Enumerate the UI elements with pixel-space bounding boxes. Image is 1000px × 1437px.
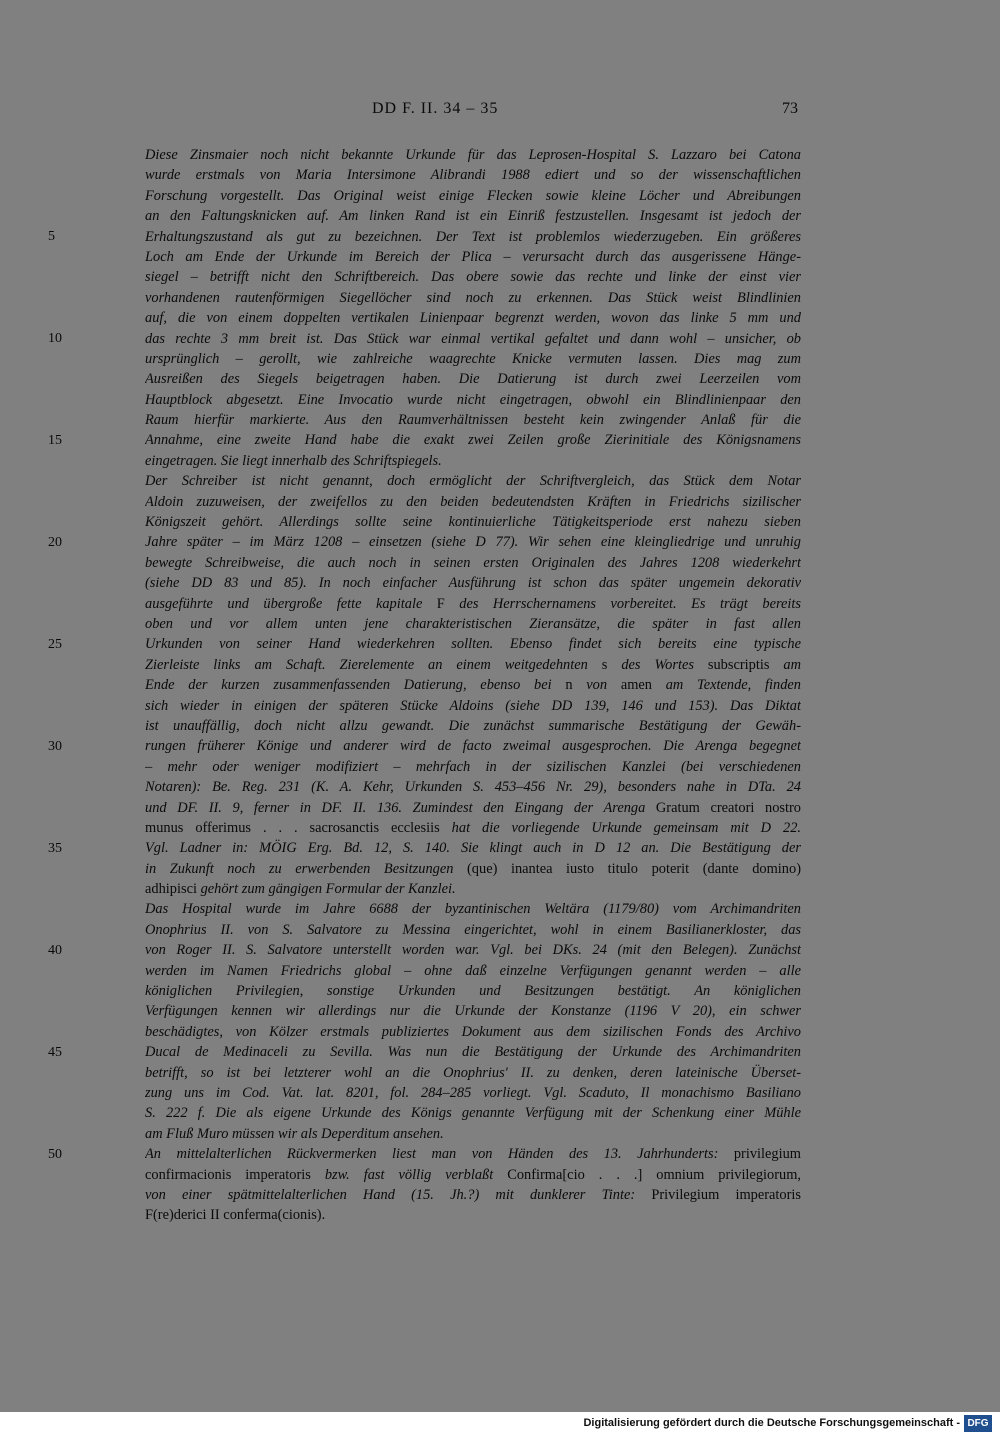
footer-bar xyxy=(0,1412,1000,1437)
running-head: DD F. II. 34 – 35 xyxy=(372,100,499,117)
text-line xyxy=(145,777,801,797)
text-line xyxy=(145,1083,801,1103)
text-segment: Hauptblock abgesetzt. Eine Invocatio wurde nicht eingetragen, obwohl ein Blindlinienpaar den xyxy=(145,391,801,408)
text-line xyxy=(145,267,801,287)
text-line xyxy=(145,1063,801,1083)
text-segment: werden im Namen Friedrichs global – ohne daß einzelne Verfügungen genannt werden – alle xyxy=(145,962,801,979)
text-line xyxy=(145,614,801,634)
text-line xyxy=(145,145,801,165)
text-segment: auf, die von einem doppelten vertikalen Linienpaar begrenzt werden, wovon das linke 5 mm und xyxy=(145,310,801,327)
text-segment: S. 222 f. Die als eigene Urkunde des Königs genannte Verfügung mit der Schenkung einer Mühle xyxy=(145,1105,801,1122)
text-segment: am Textende, finden xyxy=(651,677,801,694)
text-segment: – mehr oder weniger modifiziert – mehrfach in der sizilischen Kanzlei (bei verschiedenen xyxy=(145,758,801,775)
quoted-latin-text: F(re)derici II conferma(cionis). xyxy=(145,1207,326,1224)
line-number: 30 xyxy=(48,738,62,754)
text-line xyxy=(145,410,801,430)
text-line xyxy=(145,1124,801,1144)
line-number: 20 xyxy=(48,534,62,550)
text-line xyxy=(145,594,801,614)
text-line xyxy=(145,329,801,349)
commentary-text xyxy=(145,145,801,1226)
text-line xyxy=(145,573,801,593)
text-line xyxy=(145,675,801,695)
text-line xyxy=(145,736,801,756)
text-segment: eingetragen. Sie liegt innerhalb des Schriftspiegels. xyxy=(145,452,442,469)
text-segment: Der Schreiber ist nicht genannt, doch ermöglicht der Schriftvergleich, das Stück dem Notar xyxy=(145,473,801,490)
text-line xyxy=(145,920,801,940)
text-segment: Diese Zinsmaier noch nicht bekannte Urkunde für das Leprosen-Hospital S. Lazzaro bei Catona xyxy=(145,147,801,163)
text-line xyxy=(145,940,801,960)
text-segment: Loch am Ende der Urkunde im Bereich der Plica – verursacht durch das ausgerissene Hänge- xyxy=(145,248,801,265)
text-line xyxy=(145,532,801,552)
quoted-latin-text: Gratum creatori nostro xyxy=(655,799,801,816)
text-segment: Notaren): Be. Reg. 231 (K. A. Kehr, Urkunden S. 453–456 Nr. 29), besonders nahe in DTa. 24 xyxy=(145,779,801,796)
text-segment: bzw. fast völlig verblaßt xyxy=(310,1166,508,1183)
text-line xyxy=(145,757,801,777)
text-line xyxy=(145,471,801,491)
text-segment: am xyxy=(769,656,801,673)
text-segment: Urkunden von seiner Hand wiederkehren sollten. Ebenso findet sich bereits eine typische xyxy=(145,636,801,653)
quoted-latin-text: subscriptis xyxy=(707,656,770,673)
text-segment: rungen früherer Könige und anderer wird de facto zweimal ausgesprochen. Die Arenga begegnet xyxy=(145,738,801,755)
text-line xyxy=(145,1185,801,1205)
quoted-latin-text: F xyxy=(436,595,445,612)
text-segment: (siehe DD 83 und 85). In noch einfacher Ausführung ist schon das später ungemein dekorativ xyxy=(145,575,801,592)
text-line xyxy=(145,1022,801,1042)
quoted-latin-text: munus offerimus . . . sacrosanctis ecclesiis xyxy=(145,819,440,836)
line-number: 50 xyxy=(48,1146,62,1162)
text-line xyxy=(145,655,801,675)
quoted-latin-text: (que) inantea iusto titulo poterit (dante domino) xyxy=(467,860,801,877)
text-segment: Ende der kurzen zusammenfassenden Datierung, ebenso bei xyxy=(145,677,566,694)
quoted-latin-text: n xyxy=(565,677,573,694)
text-segment: wurde erstmals von Maria Intersimone Alibrandi 1988 ediert und so der wissenschaftlichen xyxy=(145,167,801,184)
text-segment: an den Faltungsknicken auf. Am linken Rand ist ein Einriß festzustellen. Insgesamt ist jedoch der xyxy=(145,208,801,225)
page-number: 73 xyxy=(782,100,798,117)
text-line xyxy=(145,349,801,369)
text-line xyxy=(145,206,801,226)
text-segment: An mittelalterlichen Rückvermerken liest man von Händen des 13. Jahrhunderts: xyxy=(145,1146,734,1163)
text-line xyxy=(145,186,801,206)
text-segment: ursprünglich – gerollt, wie zahlreiche waagrechte Knicke vermuten lassen. Dies mag zum xyxy=(145,350,801,367)
text-line xyxy=(145,1165,801,1185)
text-segment: von Roger II. S. Salvatore unterstellt worden war. Vgl. bei DKs. 24 (mit den Belegen). Zunächst xyxy=(145,942,801,959)
text-line xyxy=(145,451,801,471)
text-segment: siegel – betrifft nicht den Schriftbereich. Das obere sowie das rechte und linke der einst vier xyxy=(145,269,801,286)
quoted-latin-text: Privilegium imperatoris xyxy=(651,1186,801,1203)
text-segment: Königszeit gehört. Allerdings sollte seine kontinuierliche Tätigkeitsperiode erst nahezu sieben xyxy=(145,514,801,531)
text-line xyxy=(145,1001,801,1021)
text-line xyxy=(145,553,801,573)
text-line xyxy=(145,838,801,858)
text-line xyxy=(145,492,801,512)
text-line xyxy=(145,390,801,410)
text-line xyxy=(145,247,801,267)
text-segment: oben und vor allem unten jene charakteristischen Zieransätze, die später in fast allen xyxy=(145,615,801,632)
text-segment: ausgeführte und übergroße fette kapitale xyxy=(145,595,437,612)
text-segment: des Herrschernamens vorbereitet. Es trägt bereits xyxy=(444,595,801,612)
text-line xyxy=(145,879,801,899)
text-line xyxy=(145,818,801,838)
text-segment: Ausreißen des Siegels beigetragen haben. Die Datierung ist durch zwei Leerzeilen vom xyxy=(145,371,801,388)
text-line xyxy=(145,634,801,654)
text-segment: Forschung vorgestellt. Das Original weist einige Flecken sowie kleine Löcher und Abreibungen xyxy=(145,187,801,204)
dfg-logo: DFG xyxy=(964,1415,992,1432)
text-line xyxy=(145,696,801,716)
text-segment: am Fluß Muro müssen wir als Deperditum ansehen. xyxy=(145,1125,444,1142)
line-number: 35 xyxy=(48,840,62,856)
text-segment: betrifft, so ist bei letzterer wohl an die Onophrius' II. zu denken, deren lateinische Überset- xyxy=(145,1064,801,1081)
text-segment: ist unauffällig, doch nicht allzu gewandt. Die zunächst summarische Bestätigung der Gewäh- xyxy=(145,717,801,734)
text-line xyxy=(145,716,801,736)
text-segment: von xyxy=(572,677,621,694)
funding-note: Digitalisierung gefördert durch die Deutsche Forschungsgemeinschaft - xyxy=(583,1417,960,1429)
text-line xyxy=(145,430,801,450)
text-segment: Verfügungen kennen wir allerdings nur die Urkunde der Konstanze (1196 V 20), ein schwer xyxy=(145,1003,801,1020)
quoted-latin-text: Confirma[cio . . .] omnium privilegiorum, xyxy=(507,1166,801,1183)
line-number: 10 xyxy=(48,330,62,346)
text-line xyxy=(145,1144,801,1164)
text-segment: Onophrius II. von S. Salvatore zu Messina eingerichtet, wohl in einem Basilianerkloster, das xyxy=(145,921,801,938)
quoted-latin-text: s xyxy=(601,656,608,673)
text-segment: in Zukunft noch zu erwerbenden Besitzungen xyxy=(145,860,468,877)
text-line xyxy=(145,227,801,247)
line-number: 25 xyxy=(48,636,62,652)
page-header xyxy=(0,100,1000,122)
line-number: 5 xyxy=(48,228,55,244)
text-line xyxy=(145,1103,801,1123)
text-segment: königlichen Privilegien, sonstige Urkunden und Besitzungen bestätigt. An königlichen xyxy=(145,983,801,1000)
text-segment: von einer spätmittelalterlichen Hand (15. Jh.?) mit dunklerer Tinte: xyxy=(145,1186,652,1203)
text-line xyxy=(145,1042,801,1062)
text-segment: beschädigtes, von Kölzer erstmals publiziertes Dokument aus dem sizilischen Fonds des Archivo xyxy=(145,1023,801,1040)
line-number: 40 xyxy=(48,942,62,958)
line-number: 45 xyxy=(48,1044,62,1060)
text-line xyxy=(145,981,801,1001)
text-segment: sich wieder in einigen der späteren Stücke Aldoins (siehe DD 139, 146 und 153). Das Diktat xyxy=(145,697,801,714)
text-line xyxy=(145,961,801,981)
text-line xyxy=(145,1205,801,1225)
text-segment: gehört zum gängigen Formular der Kanzlei. xyxy=(196,881,456,898)
text-line xyxy=(145,165,801,185)
text-line xyxy=(145,859,801,879)
line-number: 15 xyxy=(48,432,62,448)
text-segment: zung uns im Cod. Vat. lat. 8201, fol. 284–285 vorliegt. Vgl. Scaduto, Il monachismo Basiliano xyxy=(145,1084,801,1101)
text-segment: Zierleiste links am Schaft. Zierelemente an einem weitgedehnten xyxy=(145,656,602,673)
text-segment: Erhaltungszustand als gut zu bezeichnen. Der Text ist problemlos wiederzugeben. Ein größeres xyxy=(145,228,801,245)
text-segment: hat die vorliegende Urkunde gemeinsam mit D 22. xyxy=(439,819,801,836)
text-line xyxy=(145,899,801,919)
text-segment: Vgl. Ladner in: MÖIG Erg. Bd. 12, S. 140. Sie klingt auch in D 12 an. Die Bestätigung der xyxy=(145,840,801,857)
text-segment: und DF. II. 9, ferner in DF. II. 136. Zumindest den Eingang der Arenga xyxy=(145,799,656,816)
text-line xyxy=(145,369,801,389)
text-line xyxy=(145,512,801,532)
text-segment: Aldoin zuzuweisen, der zweifellos zu den beiden bedeutendsten Kräften in Friedrichs sizilischer xyxy=(145,493,801,510)
text-segment: bewegte Schreibweise, die auch noch in seinen ersten Originalen des Jahres 1208 wiederkehrt xyxy=(145,554,801,571)
text-segment: Raum hierfür markierte. Aus den Raumverhältnissen besteht kein zwingender Anlaß für die xyxy=(145,412,801,429)
quoted-latin-text: adhipisci xyxy=(145,881,197,898)
quoted-latin-text: amen xyxy=(620,677,652,694)
quoted-latin-text: privilegium xyxy=(733,1146,801,1163)
text-segment: vorhandenen rautenförmigen Siegellöcher sind noch zu erkennen. Das Stück weist Blindlinien xyxy=(145,289,801,306)
text-segment: das rechte 3 mm breit ist. Das Stück war einmal vertikal gefaltet und dann wohl – unsicher, ob xyxy=(145,330,801,347)
text-segment: Jahre später – im März 1208 – einsetzen (siehe D 77). Wir sehen eine kleingliedrige und unruhig xyxy=(145,534,801,551)
text-segment: Annahme, eine zweite Hand habe die exakt zwei Zeilen große Zierinitiale des Königsnamens xyxy=(145,432,801,449)
text-line xyxy=(145,798,801,818)
text-segment: des Wortes xyxy=(607,656,708,673)
text-line xyxy=(145,308,801,328)
text-segment: Ducal de Medinaceli zu Sevilla. Was nun die Bestätigung der Urkunde des Archimandriten xyxy=(145,1044,801,1061)
text-segment: Das Hospital wurde im Jahre 6688 der byzantinischen Weltära (1179/80) vom Archimandriten xyxy=(145,901,801,918)
quoted-latin-text: confirmacionis imperatoris xyxy=(145,1166,311,1183)
text-line xyxy=(145,288,801,308)
